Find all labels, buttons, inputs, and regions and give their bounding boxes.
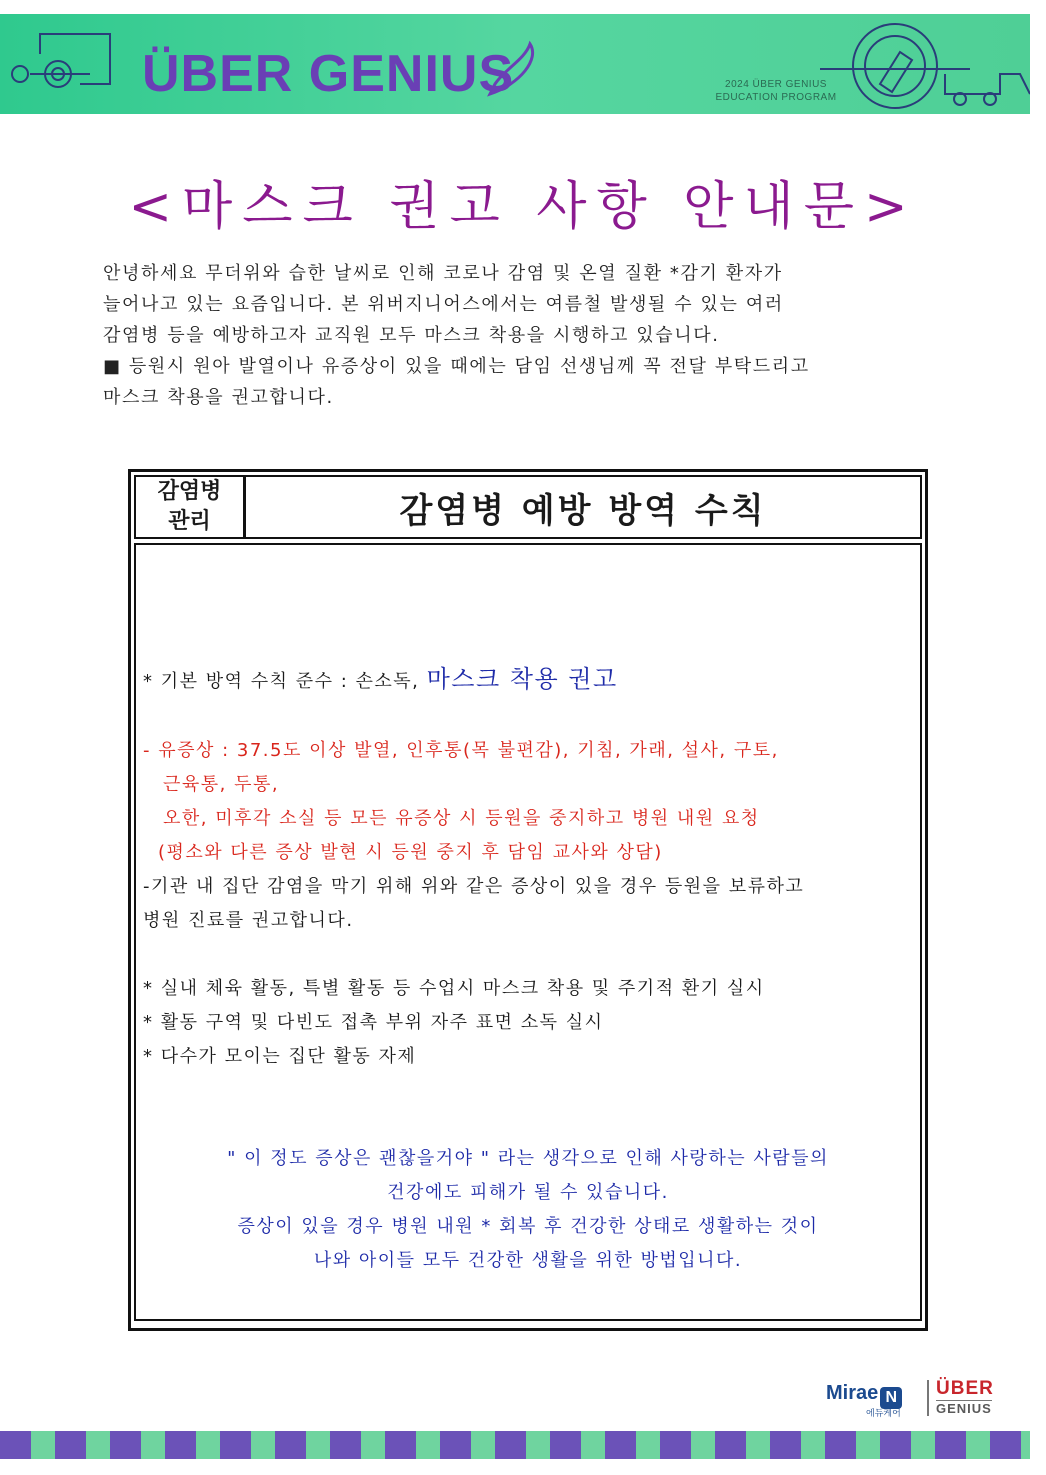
logo-divider — [927, 1380, 929, 1416]
stripe-block — [0, 1431, 31, 1459]
intro-line: ■ 등원시 원아 발열이나 유증상이 있을 때에는 담임 선생님께 꼭 전달 부탁드리고 — [103, 356, 810, 377]
stripe-block — [990, 1431, 1021, 1459]
box-title: 감염병 예방 방역 수칙 — [399, 490, 767, 531]
stripe-block — [165, 1431, 196, 1459]
category-line-1: 감염병 — [157, 479, 222, 504]
intro-line: 안녕하세요 무더위와 습한 날씨로 인해 코로나 감염 및 온열 질환 *감기 환자가 — [103, 263, 783, 284]
closing-line: " 이 정도 증상은 괜찮을거야 " 라는 생각으로 인해 사랑하는 사람들의 — [227, 1148, 829, 1169]
stripe-block — [935, 1431, 966, 1459]
stripe-block — [385, 1431, 416, 1459]
stripe-block — [605, 1431, 636, 1459]
mirae-n-icon: N — [880, 1387, 902, 1409]
box-category-label — [136, 477, 246, 537]
header-banner — [0, 14, 1030, 114]
program-caption — [706, 78, 846, 104]
symptom-line: (평소와 다른 증상 발현 시 등원 중지 후 담임 교사와 상담) — [158, 842, 663, 863]
group-note-line: 병원 진료를 권고합니다. — [143, 910, 354, 931]
intro-paragraph — [103, 258, 933, 413]
page-title: <마스크 권고 사항 안내문> — [128, 177, 918, 237]
stripe-block — [330, 1431, 361, 1459]
stripe-block — [880, 1431, 911, 1459]
mirae-subtitle: 에듀케어 — [866, 1409, 901, 1419]
closing-line: 증상이 있을 경우 병원 내원 * 회복 후 건강한 상태로 생활하는 것이 — [237, 1216, 819, 1237]
uber-logo-text: ÜBER — [936, 1378, 994, 1399]
stripe-block — [660, 1431, 691, 1459]
basic-rule-prefix: * 기본 방역 수칙 준수 : 손소독, — [143, 671, 420, 692]
rule-bullet: * 활동 구역 및 다빈도 접촉 부위 자주 표면 소독 실시 — [143, 1012, 604, 1033]
stripe-block — [550, 1431, 581, 1459]
basic-rule-line — [143, 666, 618, 695]
category-line-2: 관리 — [168, 509, 211, 534]
rule-bullet: * 실내 체육 활동, 특별 활동 등 수업시 마스크 착용 및 주기적 환기 실시 — [143, 978, 765, 999]
footer-logos — [826, 1378, 1006, 1420]
stripe-block — [825, 1431, 856, 1459]
rule-bullet: * 다수가 모이는 집단 활동 자제 — [143, 1046, 417, 1067]
mirae-logo — [826, 1382, 902, 1409]
closing-line: 나와 아이들 모두 건강한 생활을 위한 방법입니다. — [313, 1250, 743, 1271]
brand-logo-text: ÜBER GENIUS — [142, 45, 515, 103]
intro-line: 마스크 착용을 권고합니다. — [103, 387, 334, 408]
stripe-block — [770, 1431, 801, 1459]
group-note-line: -기관 내 집단 감염을 막기 위해 위와 같은 증상이 있을 경우 등원을 보류하고 — [143, 876, 805, 897]
mirae-text: Mirae — [826, 1382, 879, 1404]
closing-line: 건강에도 피해가 될 수 있습니다. — [387, 1182, 669, 1203]
genius-logo-text: GENIUS — [936, 1401, 992, 1416]
prevention-rules-box — [128, 469, 928, 1331]
stripe-block — [715, 1431, 746, 1459]
intro-line: 감염병 등을 예방하고자 교직원 모두 마스크 착용을 시행하고 있습니다. — [103, 325, 720, 346]
box-header — [134, 475, 922, 539]
symptom-line: - 유증상 : 37.5도 이상 발열, 인후통(목 불편감), 기침, 가래, 설사, 구토, — [143, 740, 779, 761]
stripe-block — [275, 1431, 306, 1459]
intro-line: 늘어나고 있는 요즘입니다. 본 위버지니어스에서는 여름철 발생될 수 있는 여러 — [103, 294, 784, 315]
footer-stripe — [0, 1431, 1030, 1459]
stripe-block — [55, 1431, 86, 1459]
symptom-line: 근육통, 두통, — [163, 774, 280, 795]
stripe-block — [220, 1431, 251, 1459]
program-line-1: 2024 ÜBER GENIUS — [725, 79, 827, 90]
program-line-2: EDUCATION PROGRAM — [715, 92, 837, 103]
stripe-block — [110, 1431, 141, 1459]
symptom-line: 오한, 미후각 소실 등 모든 유증상 시 등원을 중지하고 병원 내원 요청 — [163, 808, 760, 829]
box-body — [134, 543, 922, 1321]
mask-recommendation-emphasis: 마스크 착용 권고 — [426, 665, 618, 693]
stripe-block — [495, 1431, 526, 1459]
stripe-block — [440, 1431, 471, 1459]
